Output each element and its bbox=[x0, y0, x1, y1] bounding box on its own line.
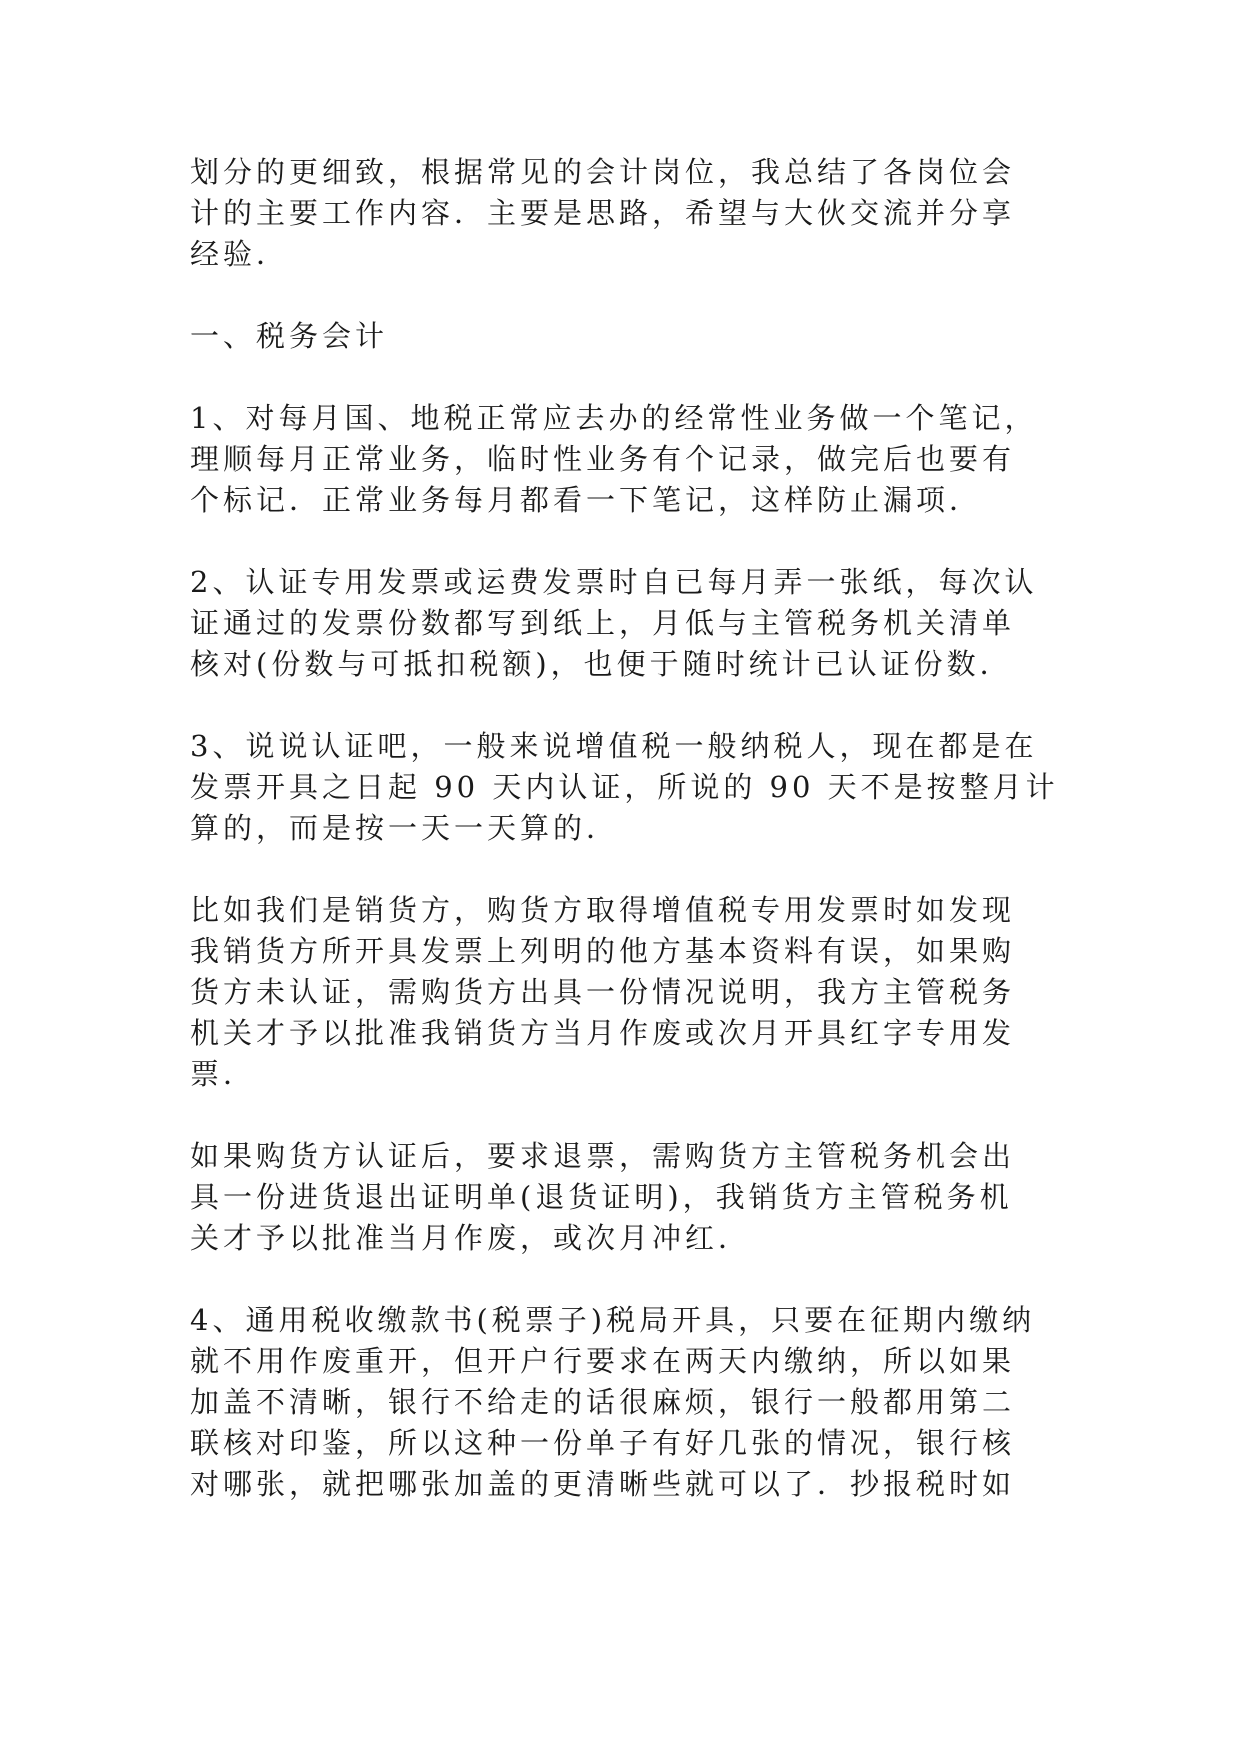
refund-paragraph bbox=[190, 1136, 1060, 1259]
item-4-paragraph bbox=[190, 1300, 1060, 1505]
heading-line: 一、税务会计 bbox=[190, 319, 389, 353]
item-3-paragraph bbox=[190, 726, 1060, 849]
intro-paragraph bbox=[190, 152, 1060, 275]
text-line: 关才予以批准当月作废，或次月冲红． bbox=[190, 1221, 752, 1255]
text-line: 计的主要工作内容．主要是思路，希望与大伙交流并分享 bbox=[190, 196, 1016, 230]
text-line: 2、认证专用发票或运费发票时自已每月弄一张纸，每次认 bbox=[190, 565, 1038, 599]
text-line: 货方未认证，需购货方出具一份情况说明，我方主管税务 bbox=[190, 975, 1016, 1009]
text-line: 具一份进货退出证明单(退货证明)，我销货方主管税务机 bbox=[190, 1180, 1013, 1214]
text-line: 证通过的发票份数都写到纸上，月低与主管税务机关清单 bbox=[190, 606, 1016, 640]
text-line: 算的，而是按一天一天算的． bbox=[190, 811, 620, 845]
item-1-paragraph bbox=[190, 398, 1060, 521]
text-line: 理顺每月正常业务，临时性业务有个记录，做完后也要有 bbox=[190, 442, 1016, 476]
text-line: 联核对印鉴，所以这种一份单子有好几张的情况，银行核 bbox=[190, 1426, 1016, 1460]
example-paragraph bbox=[190, 890, 1060, 1095]
text-line: 我销货方所开具发票上列明的他方基本资料有误，如果购 bbox=[190, 934, 1016, 968]
section-heading bbox=[190, 316, 1060, 357]
text-line: 就不用作废重开，但开户行要求在两天内缴纳，所以如果 bbox=[190, 1344, 1016, 1378]
text-line: 如果购货方认证后，要求退票，需购货方主管税务机会出 bbox=[190, 1139, 1016, 1173]
text-line: 划分的更细致，根据常见的会计岗位，我总结了各岗位会 bbox=[190, 155, 1016, 189]
text-line: 3、说说认证吧，一般来说增值税一般纳税人，现在都是在 bbox=[190, 729, 1038, 763]
text-line: 核对(份数与可抵扣税额)，也便于随时统计已认证份数． bbox=[190, 647, 1013, 681]
text-line: 经验． bbox=[190, 237, 290, 271]
text-line: 比如我们是销货方，购货方取得增值税专用发票时如发现 bbox=[190, 893, 1016, 927]
document-body bbox=[190, 152, 1060, 1546]
item-2-paragraph bbox=[190, 562, 1060, 685]
text-line: 机关才予以批准我销货方当月作废或次月开具红字专用发 bbox=[190, 1016, 1016, 1050]
text-line: 票． bbox=[190, 1057, 257, 1091]
text-line: 个标记．正常业务每月都看一下笔记，这样防止漏项． bbox=[190, 483, 983, 517]
text-line: 1、对每月国、地税正常应去办的经常性业务做一个笔记， bbox=[190, 401, 1038, 435]
text-line: 发票开具之日起 90 天内认证，所说的 90 天不是按整月计 bbox=[190, 770, 1059, 804]
text-line: 4、通用税收缴款书(税票子)税局开具，只要在征期内缴纳 bbox=[190, 1303, 1036, 1337]
text-line: 加盖不清晰，银行不给走的话很麻烦，银行一般都用第二 bbox=[190, 1385, 1016, 1419]
text-line: 对哪张，就把哪张加盖的更清晰些就可以了．抄报税时如 bbox=[190, 1467, 1016, 1501]
